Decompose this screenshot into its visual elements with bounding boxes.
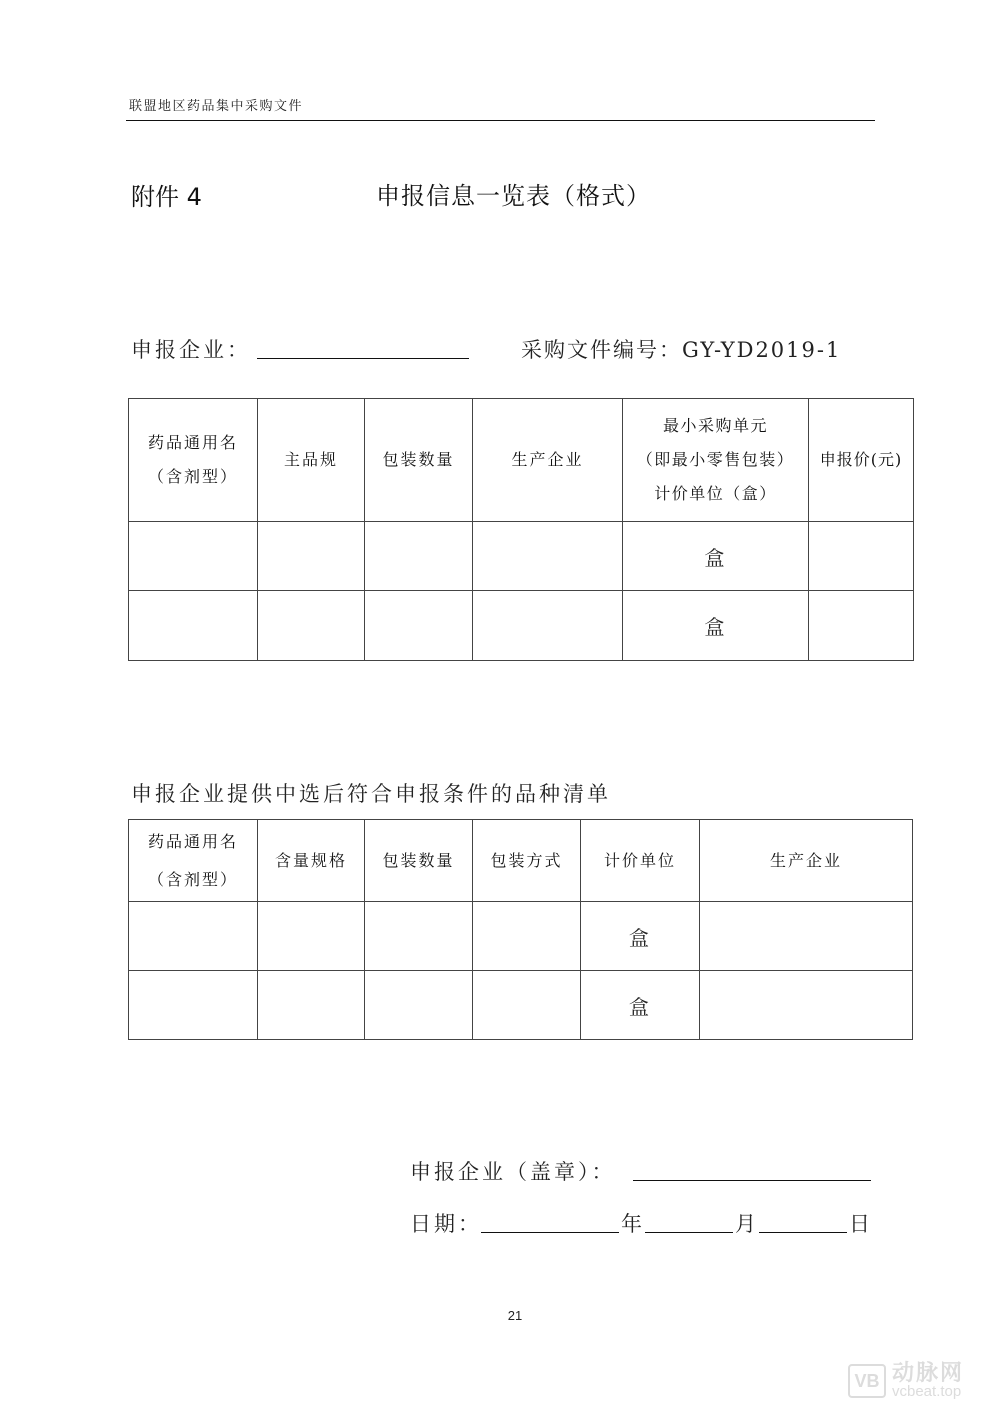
company-label: 申报企业： <box>131 338 251 362</box>
watermark-name-en: vcbeat.top <box>892 1383 962 1400</box>
header-declared-price <box>809 399 914 522</box>
table-header-row <box>129 820 913 902</box>
day-field[interactable] <box>759 1232 847 1233</box>
cell-manufacturer[interactable] <box>700 971 913 1040</box>
header-line: 申报价(元) <box>819 450 903 469</box>
header-line: （即最小零售包装） <box>636 450 795 469</box>
header-line: 计价单位（盒） <box>654 484 777 503</box>
header-line: 包装数量 <box>382 850 455 870</box>
cell-unit <box>581 902 700 971</box>
header-package-qty <box>365 399 473 522</box>
cell-package-method[interactable] <box>473 902 581 971</box>
cell-unit <box>623 522 809 591</box>
table-row <box>129 522 914 591</box>
unit-text: 盒 <box>704 615 727 639</box>
company-field[interactable] <box>257 358 469 359</box>
declaration-info-table <box>128 398 914 661</box>
cell-manufacturer[interactable] <box>473 522 623 591</box>
cell-content-spec[interactable] <box>258 902 365 971</box>
header-main-spec <box>258 399 365 522</box>
cell-unit <box>623 591 809 661</box>
section-title: 申报企业提供中选后符合申报条件的品种清单 <box>131 782 611 806</box>
header-package-qty <box>365 820 473 902</box>
header-line: （含剂型） <box>147 869 238 889</box>
cell-manufacturer[interactable] <box>700 902 913 971</box>
header-line: 包装数量 <box>382 450 455 469</box>
header-content-spec <box>258 820 365 902</box>
cell-package-qty[interactable] <box>365 591 473 661</box>
header-drug-name <box>129 820 258 902</box>
page-number: 21 <box>507 1308 523 1323</box>
day-label: 日 <box>849 1212 873 1236</box>
table-header-row <box>129 399 914 522</box>
cell-main-spec[interactable] <box>258 591 365 661</box>
header-line: 药品通用名 <box>147 433 238 452</box>
header-line: 含量规格 <box>274 850 347 870</box>
table-row <box>129 902 913 971</box>
year-field[interactable] <box>481 1232 619 1233</box>
header-package-method <box>473 820 581 902</box>
cell-price[interactable] <box>809 522 914 591</box>
cell-package-qty[interactable] <box>365 522 473 591</box>
header-line: 主品规 <box>283 450 338 469</box>
header-line: 药品通用名 <box>147 831 238 851</box>
header-pricing-unit <box>581 820 700 902</box>
cell-drug-name[interactable] <box>129 971 258 1040</box>
cell-drug-name[interactable] <box>129 522 258 591</box>
header-line: 计价单位 <box>603 850 676 870</box>
eligible-varieties-table <box>128 819 913 1040</box>
cell-unit <box>581 971 700 1040</box>
running-header: 联盟地区药品集中采购文件 <box>129 99 304 114</box>
seal-field[interactable] <box>633 1180 871 1181</box>
header-line: 包装方式 <box>490 850 563 870</box>
unit-text: 盒 <box>629 994 651 1019</box>
cell-package-method[interactable] <box>473 971 581 1040</box>
header-min-purchase-unit <box>623 399 809 522</box>
cell-package-qty[interactable] <box>365 902 473 971</box>
table-row <box>129 591 914 661</box>
header-rule <box>126 120 875 121</box>
watermark-name-cn: 动脉网 <box>892 1360 965 1385</box>
header-line: 生产企业 <box>769 850 842 870</box>
cell-manufacturer[interactable] <box>473 591 623 661</box>
watermark-text <box>892 1362 964 1399</box>
year-label: 年 <box>621 1212 645 1236</box>
cell-package-qty[interactable] <box>365 971 473 1040</box>
header-line: 最小采购单元 <box>662 416 768 435</box>
unit-text: 盒 <box>704 545 727 570</box>
seal-label: 申报企业（盖章）： <box>410 1160 616 1184</box>
page-title: 申报信息一览表（格式） <box>376 182 651 210</box>
header-line: 生产企业 <box>511 450 584 469</box>
doc-number-label: 采购文件编号：GY-YD2019-1 <box>521 338 842 362</box>
cell-drug-name[interactable] <box>129 902 258 971</box>
unit-text: 盒 <box>629 925 651 950</box>
attachment-label: 附件 4 <box>131 183 202 211</box>
cell-content-spec[interactable] <box>258 971 365 1040</box>
cell-price[interactable] <box>809 591 914 661</box>
table-row <box>129 971 913 1040</box>
header-drug-name <box>129 399 258 522</box>
cell-main-spec[interactable] <box>258 522 365 591</box>
month-field[interactable] <box>645 1232 733 1233</box>
watermark-logo-icon: VB <box>848 1364 886 1398</box>
date-label: 日期： <box>410 1212 482 1236</box>
watermark <box>848 1362 964 1399</box>
header-line: （含剂型） <box>147 467 238 486</box>
header-manufacturer <box>473 399 623 522</box>
month-label: 月 <box>735 1212 759 1236</box>
cell-drug-name[interactable] <box>129 591 258 661</box>
header-manufacturer <box>700 820 913 902</box>
